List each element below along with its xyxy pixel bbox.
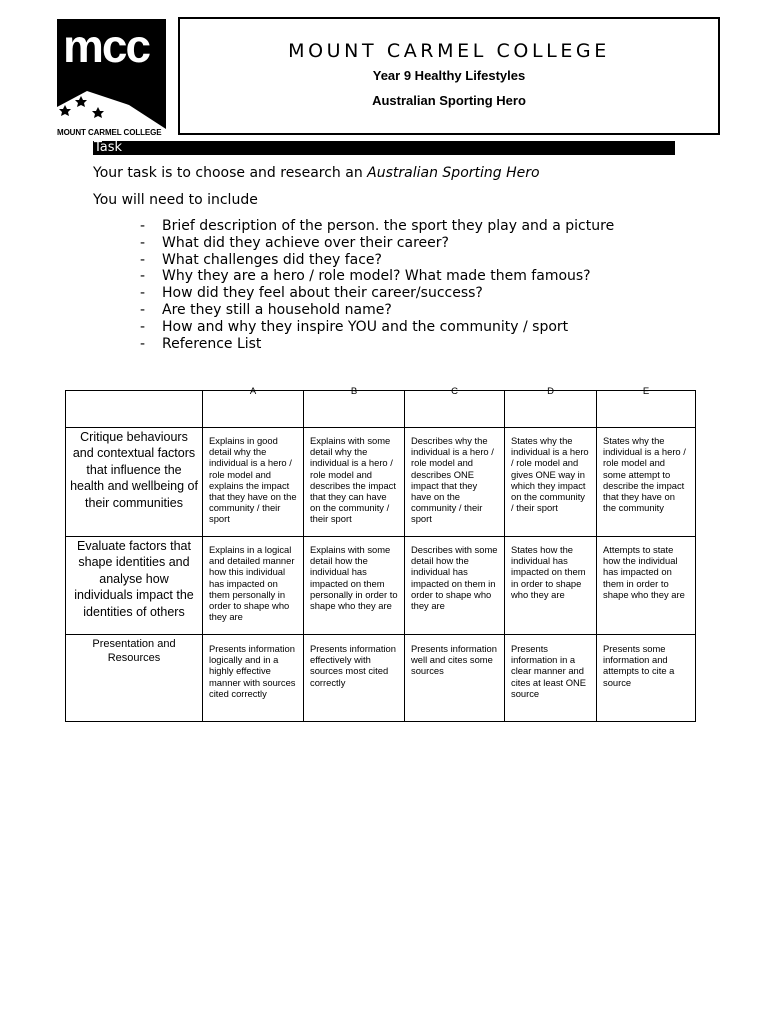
table-row <box>66 635 696 722</box>
table-cell: States why the individual is a hero / role model and gives ONE way in which they impact on the community / their sport <box>505 428 597 537</box>
college-logo <box>57 19 166 139</box>
grade-header: B <box>304 391 405 428</box>
criterion-cell: Critique behaviours and contextual factors that influence the health and wellbeing of their communities <box>66 428 203 537</box>
table-cell: Presents information effectively with sources most cited correctly <box>304 635 405 722</box>
list-item: - Are they still a household name? <box>140 301 392 318</box>
marking-rubric <box>65 386 696 722</box>
task-heading: Task <box>93 141 675 155</box>
table-cell: States why the individual is a hero / role model and some attempt to describe the impact that they have on the community <box>597 428 696 537</box>
table-cell: Presents information in a clear manner and cites at least ONE source <box>505 635 597 722</box>
criterion-cell: Presentation and Resources <box>66 635 203 722</box>
table-cell: Describes why the individual is a hero / role model and describes ONE impact that they have on the community / their sport <box>405 428 505 537</box>
grade-header: E <box>597 391 696 428</box>
task-intro-emphasis: Australian Sporting Hero <box>367 165 540 181</box>
table-cell: Describes with some detail how the individual has impacted on them in order to shape who they are <box>405 537 505 635</box>
table-cell: Explains with some detail how the individual has impacted on them personally in order to shape who they are <box>304 537 405 635</box>
list-item: - Why they are a hero / role model? What made them famous? <box>140 268 591 285</box>
topic-title: Australian Sporting Hero <box>372 93 526 108</box>
grade-header: D <box>505 391 597 428</box>
table-cell: Explains in a logical and detailed manner how this individual has impacted on them personally in order to shape who they are <box>203 537 304 635</box>
list-item: - Reference List <box>140 335 262 352</box>
task-intro-text: Your task is to choose and research an <box>93 165 368 181</box>
table-cell: Explains in good detail why the individual is a hero / role model and explains the impact that they have on the community / their sport <box>203 428 304 537</box>
list-item: - How and why they inspire YOU and the community / sport <box>140 318 569 335</box>
table-cell: Presents some information and attempts to cite a source <box>597 635 696 722</box>
table-cell: Presents information logically and in a highly effective manner with sources cited correctly <box>203 635 304 722</box>
table-cell: States how the individual has impacted on them in order to shape who they are <box>505 537 597 635</box>
grade-header: A <box>203 391 304 428</box>
table-cell: Presents information well and cites some sources <box>405 635 505 722</box>
subject-title: Year 9 Healthy Lifestyles <box>372 68 526 83</box>
college-name: MOUNT CARMEL COLLEGE <box>288 40 610 62</box>
logo-letters: mcc <box>63 20 150 72</box>
include-line: You will need to include <box>93 192 258 208</box>
list-item: - What did they achieve over their career? <box>140 234 449 251</box>
requirements-list <box>140 218 614 352</box>
table-row <box>66 428 696 537</box>
table-header-row <box>66 391 696 428</box>
logo-caption: MOUNT CARMEL COLLEGE <box>57 128 162 137</box>
criterion-cell: Evaluate factors that shape identities and analyse how individuals impact the identities of others <box>66 537 203 635</box>
corner-cell <box>66 391 203 428</box>
task-intro <box>93 165 540 181</box>
title-box <box>178 17 720 135</box>
table-row <box>66 537 696 635</box>
list-item: - Brief description of the person. the sport they play and a picture <box>140 218 615 234</box>
table-cell: Attempts to state how the individual has impacted on them in order to shape who they are <box>597 537 696 635</box>
list-item: - What challenges did they face? <box>140 251 382 268</box>
list-item: - How did they feel about their career/success? <box>140 285 483 302</box>
grade-header: C <box>405 391 505 428</box>
table-cell: Explains with some detail why the individual is a hero / role model and describes the impact that they can have on the community / their sport <box>304 428 405 537</box>
